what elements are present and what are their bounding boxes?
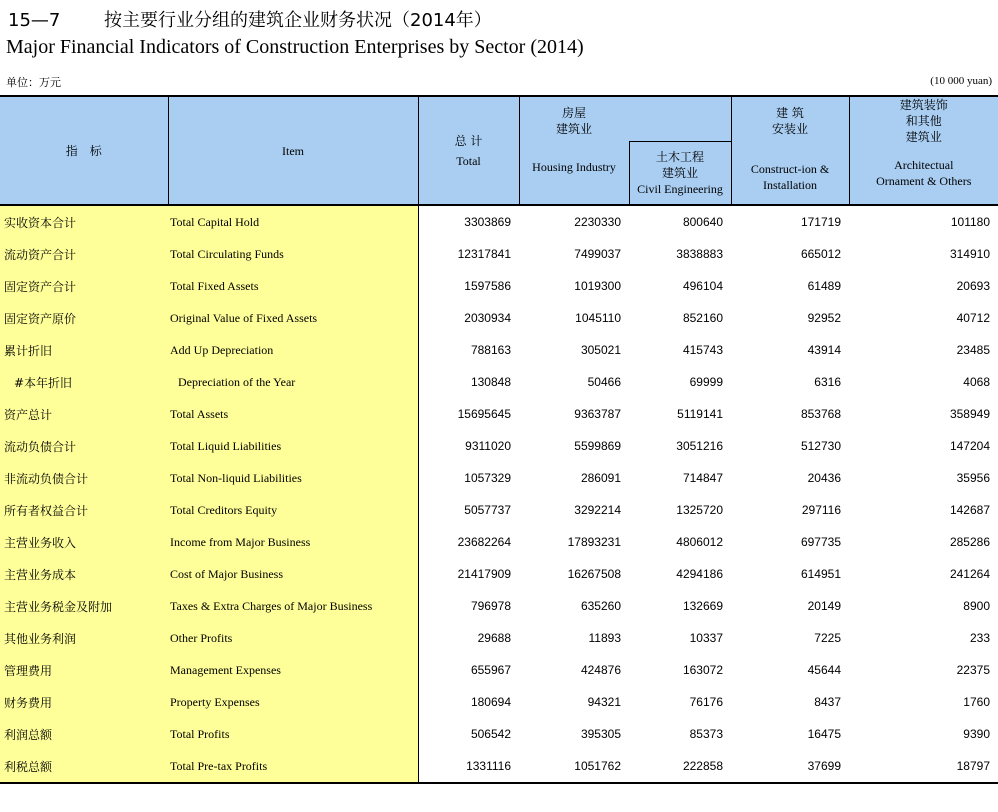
cell-decor: 1760 [963,695,990,709]
row-label-en: Total Pre-tax Profits [168,750,418,783]
row-label-en: Total Liquid Liabilities [168,430,418,462]
row-label-zh: 主营业务成本 [0,558,168,590]
cell-install: 7225 [814,631,841,645]
cell-total: 29688 [477,631,511,645]
row-label-en: Total Assets [168,398,418,430]
cell-install: 37699 [731,750,849,783]
cell-civil: 4806012 [676,535,723,549]
cell-decor: 8900 [963,599,990,613]
cell-decor: 241264 [949,567,990,581]
cell-civil: 10337 [689,631,723,645]
col-header-install: 建 筑 安装业 Construct-ion & Installation [731,96,849,205]
cell-civil: 85373 [689,727,723,741]
cell-decor: 4068 [963,375,990,389]
cell-housing: 286091 [580,471,621,485]
row-label-en: Total Creditors Equity [168,494,418,526]
table-row [0,205,998,238]
table-title-zh [8,6,492,32]
row-label-en: Management Expenses [168,654,418,686]
cell-housing: 2230330 [574,215,621,229]
cell-housing: 635260 [580,599,621,613]
table-row [0,270,998,302]
table-header [0,96,998,205]
unit-label-zh: 单位：万元 [6,76,61,89]
cell-total: 180694 [470,695,511,709]
col-header-item: Item [168,96,418,205]
cell-install: 16475 [807,727,841,741]
cell-install: 853768 [800,407,841,421]
table-row [0,302,998,334]
col-header-civil: 土木工程 建筑业 Civil Engineering [629,142,731,206]
table-row [0,622,998,654]
row-label-zh: 固定资产原价 [0,302,168,334]
cell-civil: 132669 [682,599,723,613]
row-label-zh: 管理费用 [0,654,168,686]
cell-decor: 18797 [849,750,998,783]
cell-total: 3303869 [464,215,511,229]
cell-total: 12317841 [457,247,511,261]
cell-civil: 800640 [682,215,723,229]
cell-decor: 9390 [963,727,990,741]
cell-housing: 3292214 [574,503,621,517]
cell-total: 1331116 [418,750,519,783]
cell-install: 512730 [800,439,841,453]
table-row [0,494,998,526]
title-zh-text: 按主要行业分组的建筑企业财务状况（2014年） [104,10,492,31]
table-row [0,558,998,590]
table-row [0,686,998,718]
table-row [0,462,998,494]
cell-install: 665012 [800,247,841,261]
cell-install: 20436 [807,471,841,485]
table-row [0,238,998,270]
table-row [0,654,998,686]
cell-install: 61489 [807,279,841,293]
row-label-en: Property Expenses [168,686,418,718]
table-row [0,398,998,430]
table-number: 15—7 [8,10,61,31]
table-row [0,334,998,366]
row-label-zh: 流动负债合计 [0,430,168,462]
cell-civil: 714847 [682,471,723,485]
cell-decor: 314910 [949,247,990,261]
cell-civil: 415743 [682,343,723,357]
row-label-en: Total Profits [168,718,418,750]
cell-total: 796978 [470,599,511,613]
row-label-zh: 主营业务收入 [0,526,168,558]
cell-civil: 5119141 [677,407,723,421]
cell-civil: 496104 [682,279,723,293]
cell-civil: 3051216 [676,439,723,453]
cell-install: 45644 [807,663,841,677]
row-label-en: Other Profits [168,622,418,654]
row-label-en: Total Capital Hold [168,205,418,238]
cell-install: 6316 [814,375,841,389]
cell-decor: 358949 [949,407,990,421]
row-label-en: Add Up Depreciation [168,334,418,366]
table-row [0,526,998,558]
cell-housing: 1019300 [574,279,621,293]
cell-install: 614951 [800,567,841,581]
unit-label-en: (10 000 yuan) [930,75,992,87]
row-label-en: Original Value of Fixed Assets [168,302,418,334]
cell-decor: 285286 [949,535,990,549]
row-label-en: Total Fixed Assets [168,270,418,302]
cell-decor: 20693 [956,279,990,293]
cell-total: 1597586 [464,279,511,293]
cell-install: 20149 [807,599,841,613]
cell-housing: 1045110 [575,311,621,325]
cell-housing: 5599869 [574,439,621,453]
cell-install: 171719 [800,215,841,229]
cell-civil: 222858 [629,750,731,783]
cell-decor: 147204 [949,439,990,453]
row-label-zh: 财务费用 [0,686,168,718]
row-label-zh: 实收资本合计 [0,205,168,238]
row-label-en: Income from Major Business [168,526,418,558]
cell-housing: 424876 [580,663,621,677]
cell-decor: 233 [969,631,990,645]
cell-install: 92952 [807,311,841,325]
cell-housing: 1051762 [519,750,629,783]
cell-housing: 16267508 [567,567,621,581]
table-row [0,718,998,750]
cell-install: 8437 [814,695,841,709]
cell-housing: 50466 [587,375,621,389]
table-row [0,590,998,622]
table-row [0,750,998,783]
row-label-zh: #本年折旧 [0,366,168,398]
row-label-zh: 所有者权益合计 [0,494,168,526]
cell-civil: 3838883 [676,247,723,261]
cell-total: 655967 [470,663,511,677]
col-header-indicator: 指 标 [0,96,168,205]
cell-civil: 163072 [682,663,723,677]
cell-civil: 1325720 [676,503,723,517]
cell-total: 9311020 [465,439,511,453]
cell-civil: 4294186 [676,567,723,581]
cell-install: 697735 [800,535,841,549]
row-label-zh: 主营业务税金及附加 [0,590,168,622]
table-row [0,430,998,462]
cell-total: 5057737 [464,503,511,517]
row-label-en: Total Non-liquid Liabilities [168,462,418,494]
cell-total: 21417909 [457,567,511,581]
cell-housing: 305021 [580,343,621,357]
col-header-total: 总 计 Total [418,96,519,205]
row-label-zh: 非流动负债合计 [0,462,168,494]
row-label-zh: 流动资产合计 [0,238,168,270]
row-label-en: Depreciation of the Year [168,366,418,398]
row-label-zh: 其他业务利润 [0,622,168,654]
row-label-en: Total Circulating Funds [168,238,418,270]
cell-housing: 94321 [587,695,621,709]
table-body [0,205,998,783]
cell-housing: 9363787 [574,407,621,421]
cell-decor: 142687 [949,503,990,517]
table-title-en: Major Financial Indicators of Construction Enterprises by Sector (2014) [6,36,584,58]
row-label-zh: 资产总计 [0,398,168,430]
cell-total: 506542 [470,727,511,741]
cell-civil: 69999 [689,375,723,389]
row-label-zh: 利润总额 [0,718,168,750]
cell-housing: 17893231 [567,535,621,549]
cell-total: 15695645 [457,407,511,421]
row-label-en: Cost of Major Business [168,558,418,590]
cell-decor: 22375 [956,663,990,677]
cell-civil: 76176 [689,695,723,709]
cell-decor: 35956 [956,471,990,485]
cell-total: 1057329 [464,471,511,485]
cell-decor: 23485 [956,343,990,357]
cell-housing: 7499037 [574,247,621,261]
cell-install: 297116 [801,503,841,517]
col-header-decor: 建筑装饰 和其他 建筑业 Architectual Ornament & Others [849,96,998,205]
table-row [0,366,998,398]
cell-housing: 395305 [580,727,621,741]
cell-civil: 852160 [682,311,723,325]
row-label-zh: 利税总额 [0,750,168,783]
cell-decor: 101180 [950,215,990,229]
col-header-housing-zh: 房屋 建筑业 Housing Industry [519,96,629,205]
cell-total: 2030934 [464,311,511,325]
col-header-housing-spacer [629,96,731,142]
cell-total: 788163 [470,343,511,357]
cell-install: 43914 [807,343,841,357]
financial-table [0,95,998,784]
row-label-zh: 累计折旧 [0,334,168,366]
cell-total: 23682264 [457,535,511,549]
row-label-en: Taxes & Extra Charges of Major Business [168,590,418,622]
row-label-zh: 固定资产合计 [0,270,168,302]
cell-total: 130848 [470,375,511,389]
cell-housing: 11893 [588,631,621,645]
cell-decor: 40712 [956,311,990,325]
